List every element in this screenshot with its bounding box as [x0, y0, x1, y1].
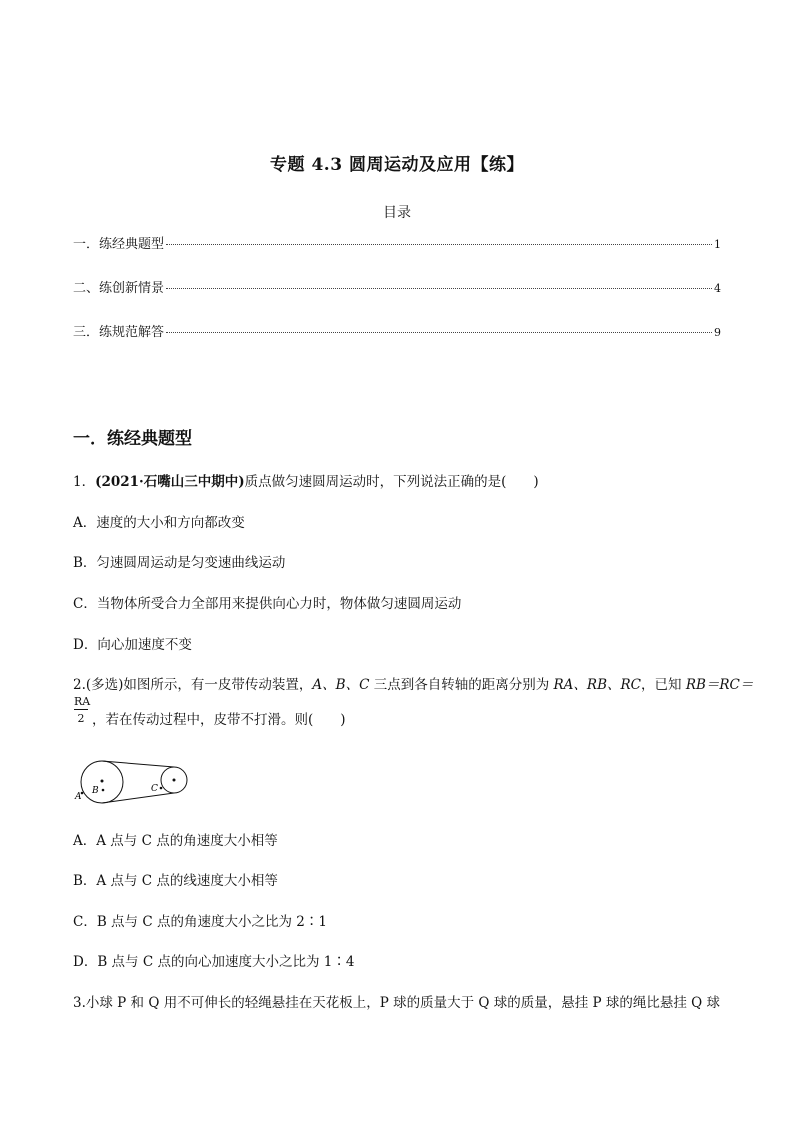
label-b: B — [92, 786, 99, 796]
question-1-option-a: A．速度的大小和方向都改变 — [73, 515, 245, 531]
question-1-option-d: D．向心加速度不变 — [73, 637, 192, 653]
question-text: ，已知 — [641, 677, 686, 693]
question-1-stem — [73, 470, 539, 490]
radius-equation: RB＝RC＝ — [685, 677, 754, 693]
label-a: A — [75, 792, 82, 802]
question-2-option-d: D．B 点与 C 点的向心加速度大小之比为 1∶4 — [73, 954, 355, 970]
point-c-dot — [160, 787, 163, 790]
toc-entry[interactable] — [73, 277, 721, 295]
toc-entry[interactable] — [73, 321, 721, 339]
question-2-stem — [73, 673, 753, 693]
radius-labels: RA、RB、RC — [553, 677, 642, 693]
toc-entry-page: 4 — [714, 282, 721, 295]
question-text: 2.(多选)如图所示，有一皮带传动装置， — [73, 677, 313, 693]
question-1-option-b: B．匀速圆周运动是匀变速曲线运动 — [73, 555, 286, 571]
large-axle-dot — [101, 780, 104, 783]
toc-entry-page: 1 — [714, 238, 721, 251]
question-3-stem: 3.小球 P 和 Q 用不可伸长的轻绳悬挂在天花板上，P 球的质量大于 Q 球的质量，悬挂 P 球的绳比悬挂 Q 球 — [73, 995, 721, 1011]
point-b-dot — [102, 789, 105, 792]
belt-pulley-figure — [72, 755, 192, 807]
question-1-option-c: C．当物体所受合力全部用来提供向心力时，物体做匀速圆周运动 — [73, 596, 462, 612]
question-2-stem-tail: ，若在传动过程中，皮带不打滑。则( ) — [92, 712, 346, 728]
toc-entry-label: 一．练经典题型 — [73, 237, 165, 252]
fraction-denominator: 2 — [77, 712, 85, 725]
toc-entry[interactable] — [73, 233, 721, 251]
question-text: 三点到各自转轴的距离分别为 — [369, 677, 554, 693]
question-2-option-c: C．B 点与 C 点的角速度大小之比为 2∶1 — [73, 914, 327, 930]
question-source: (2021·石嘴山三中期中) — [95, 474, 245, 490]
toc-leader-dots — [166, 332, 712, 333]
question-2-option-b: B．A 点与 C 点的线速度大小相等 — [73, 873, 278, 889]
toc-heading: 目录 — [383, 205, 411, 221]
small-axle-dot — [173, 779, 176, 782]
fraction — [74, 695, 91, 725]
question-2-option-a: A．A 点与 C 点的角速度大小相等 — [73, 833, 278, 849]
question-number: 1． — [73, 474, 96, 490]
toc-entry-page: 9 — [714, 326, 721, 339]
question-text: 质点做匀速圆周运动时，下列说法正确的是( ) — [244, 474, 539, 490]
document-title: 专题 4.3 圆周运动及应用【练】 — [270, 155, 524, 175]
fraction-numerator: RA — [74, 695, 91, 708]
label-c: C — [151, 784, 158, 794]
toc-leader-dots — [166, 244, 712, 245]
toc-entry-label: 二、练创新情景 — [73, 281, 165, 296]
belt-bottom — [102, 793, 174, 803]
point-labels: A、B、C — [312, 677, 370, 693]
section-heading: 一．练经典题型 — [73, 429, 192, 449]
toc-entry-label: 三．练规范解答 — [73, 325, 165, 340]
toc-leader-dots — [166, 288, 712, 289]
